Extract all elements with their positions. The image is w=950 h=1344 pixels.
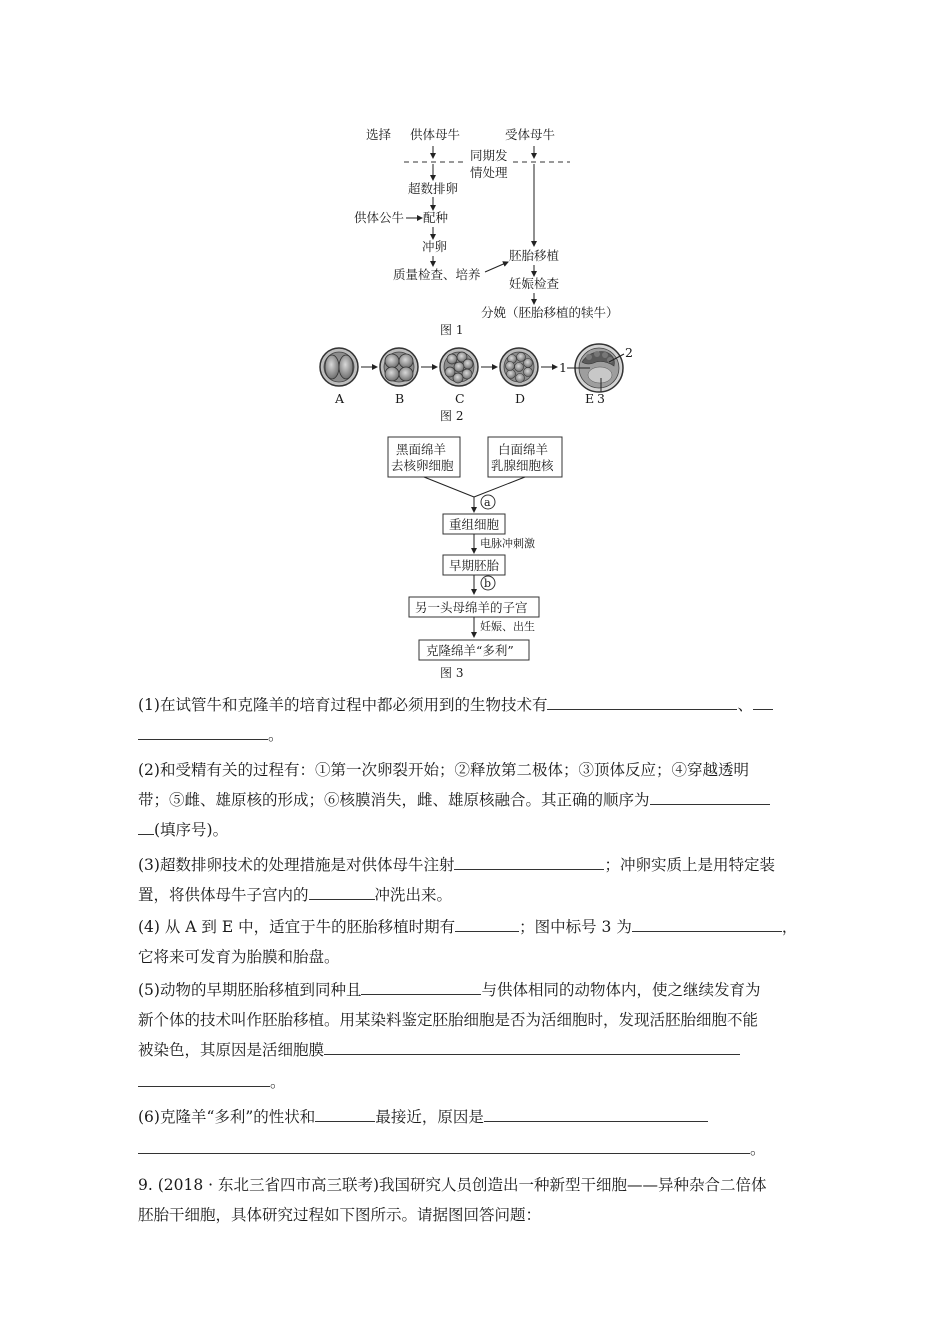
fig1-mating: 配种 — [423, 210, 449, 225]
question-1-cont — [138, 720, 818, 750]
q2-blank-cont[interactable] — [138, 816, 154, 835]
q5-blank-2-cont[interactable] — [138, 1068, 270, 1087]
q1-text: (1)在试管牛和克隆羊的培育过程中都必须用到的生物技术有 — [138, 696, 548, 714]
fig3-merge-line — [424, 477, 474, 497]
fig1-select-label: 选择 — [366, 127, 392, 142]
fig2-label-b: B — [395, 391, 405, 406]
fig1-sync-line2: 情处理 — [470, 165, 508, 180]
q4-line1b: ；图中标号 3 为 — [519, 918, 632, 936]
q5-line1b: 与供体相同的动物体内，使之继续发育为 — [481, 981, 761, 999]
fig1-donor-cow: 供体母牛 — [410, 127, 461, 142]
q5-line3: 被染色，其原因是活细胞膜 — [138, 1041, 325, 1059]
q3-line2b: 冲洗出来。 — [374, 886, 453, 904]
q2-blank[interactable] — [650, 786, 770, 805]
fig1-recipient-cow: 受体母牛 — [505, 127, 556, 142]
q5-blank-1[interactable] — [361, 976, 481, 995]
q1-separator: 、 — [737, 696, 753, 714]
embryo-stage-d — [500, 348, 538, 386]
fig1-embryo-transfer: 胚胎移植 — [509, 248, 560, 263]
figure-3-cloning-flow — [388, 437, 562, 680]
q3-line2a: 置，将供体母牛子宫内的 — [138, 886, 309, 904]
q6-blank-2[interactable] — [484, 1103, 708, 1122]
q4-blank-2[interactable] — [632, 913, 782, 932]
q2-line1: (2)和受精有关的过程有：①第一次卵裂开始；②释放第二极体；③顶体反应；④穿越透明 — [138, 761, 749, 779]
q4-blank-1[interactable] — [455, 913, 519, 932]
q6-blank-1[interactable] — [315, 1103, 375, 1122]
question-5-line4 — [138, 1067, 818, 1097]
fig2-mark-1: 1 — [559, 360, 567, 375]
fig1-superovulation: 超数排卵 — [408, 181, 459, 196]
fig3-reconstructed: 重组细胞 — [449, 517, 500, 532]
q6-line1b: 最接近，原因是 — [375, 1108, 484, 1126]
question-2 — [138, 755, 818, 785]
fig1-calving: 分娩（胚胎移植的犊牛） — [481, 305, 619, 320]
q1-blank-2[interactable] — [753, 691, 773, 710]
fig2-mark-3: 3 — [597, 391, 605, 406]
q1-blank-2-cont[interactable] — [138, 721, 268, 740]
fig2-label-c: C — [455, 391, 465, 406]
q9-line2: 胚胎干细胞，具体研究过程如下图所示。请据图回答问题： — [138, 1206, 542, 1224]
question-9 — [138, 1170, 818, 1200]
fig1-pregnancy-check: 妊娠检查 — [509, 276, 560, 291]
question-5-line3 — [138, 1035, 818, 1065]
q4-line1c: ， — [781, 918, 798, 936]
figure-1-flowchart — [354, 127, 619, 337]
fig3-uterus: 另一头母绵羊的子宫 — [415, 600, 528, 615]
question-5 — [138, 975, 818, 1005]
q2-line2: 带；⑤雌、雄原核的形成；⑥核膜消失，雌、雄原核融合。其正确的顺序为 — [138, 791, 650, 809]
fig3-white-line1: 白面绵羊 — [498, 442, 549, 457]
question-3 — [138, 850, 818, 880]
question-4-line2 — [138, 942, 818, 972]
fig3-early-embryo: 早期胚胎 — [449, 558, 500, 573]
q1-blank-1[interactable] — [547, 691, 737, 710]
fig3-dolly: 克隆绵羊“多利” — [426, 643, 514, 658]
q6-blank-2-cont[interactable] — [138, 1135, 750, 1154]
fig3-pregnancy-birth: 妊娠、出生 — [480, 620, 535, 633]
fig3-step-b: b — [484, 577, 492, 590]
fig1-caption: 图 1 — [440, 323, 464, 337]
q3-blank-1[interactable] — [454, 851, 604, 870]
q1-end: 。 — [268, 726, 284, 744]
fig1-quality-check: 质量检查、培养 — [393, 267, 481, 282]
fig3-electric: 电脉冲刺激 — [480, 537, 535, 550]
fig1-flush: 冲卵 — [422, 239, 448, 254]
question-3-line2 — [138, 880, 818, 910]
fig3-black-line1: 黑面绵羊 — [396, 442, 447, 457]
fig3-merge-line — [474, 477, 525, 497]
fig2-label-e: E — [585, 391, 595, 406]
q4-line1a: (4) 从 A 到 E 中，适宜于牛的胚胎移植时期有 — [138, 918, 456, 936]
q9-line1: 9. (2018 · 东北三省四市高三联考)我国研究人员创造出一种新型干细胞——异种杂合二倍体 — [138, 1176, 767, 1194]
fig1-donor-bull: 供体公牛 — [354, 210, 405, 225]
fig2-mark-2: 2 — [625, 345, 633, 360]
question-4 — [138, 912, 818, 942]
q3-blank-2[interactable] — [309, 881, 375, 900]
fig1-arrow — [485, 262, 508, 272]
question-2-line3 — [138, 815, 818, 845]
embryo-stage-a — [320, 348, 358, 386]
fig3-white-line2: 乳腺细胞核 — [491, 458, 554, 473]
fig2-label-d: D — [515, 391, 526, 406]
q3-line1a: (3)超数排卵技术的处理措施是对供体母牛注射 — [138, 856, 455, 874]
q2-line3: (填序号)。 — [154, 821, 229, 839]
fig1-sync-line1: 同期发 — [470, 148, 508, 163]
fig3-step-a: a — [484, 496, 491, 509]
figure-2-embryo-stages — [320, 344, 633, 423]
q5-blank-2[interactable] — [324, 1036, 740, 1055]
question-2-line2 — [138, 785, 818, 815]
fig2-label-a: A — [335, 391, 345, 406]
q6-end: 。 — [750, 1140, 766, 1158]
embryo-stage-c — [440, 348, 478, 386]
embryo-stage-b — [380, 348, 418, 386]
question-9-line2 — [138, 1200, 818, 1230]
question-6 — [138, 1102, 818, 1132]
q4-line2: 它将来可发育为胎膜和胎盘。 — [138, 948, 340, 966]
fig2-caption: 图 2 — [440, 409, 464, 423]
question-1 — [138, 690, 818, 720]
q5-end: 。 — [270, 1073, 286, 1091]
q5-line2: 新个体的技术叫作胚胎移植。用某染料鉴定胚胎细胞是否为活细胞时，发现活胚胎细胞不能 — [138, 1011, 759, 1029]
fig3-black-line2: 去核卵细胞 — [391, 458, 454, 473]
fig3-caption: 图 3 — [440, 666, 464, 680]
question-6-line2 — [138, 1134, 818, 1164]
q5-line1a: (5)动物的早期胚胎移植到同种且 — [138, 981, 362, 999]
q3-line1b: ；冲卵实质上是用特定装 — [604, 856, 775, 874]
question-5-line2 — [138, 1005, 818, 1035]
q6-line1a: (6)克隆羊“多利”的性状和 — [138, 1108, 316, 1126]
